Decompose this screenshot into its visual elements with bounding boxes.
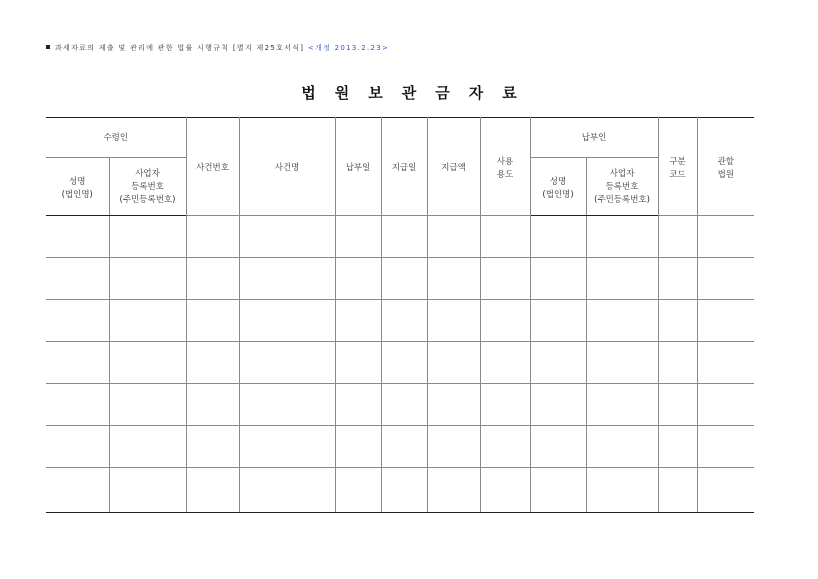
table-cell[interactable] [46, 258, 109, 300]
disbursement-date-header [381, 118, 427, 216]
column-label: (주민등록번호) [594, 195, 650, 205]
table-cell[interactable] [480, 468, 530, 513]
table-cell[interactable] [480, 300, 530, 342]
table-cell[interactable] [335, 426, 381, 468]
table-cell[interactable] [427, 384, 480, 426]
table-body [46, 216, 754, 513]
column-label: 용도 [496, 170, 514, 180]
table-cell[interactable] [186, 300, 239, 342]
table-cell[interactable] [186, 216, 239, 258]
table-cell[interactable] [109, 468, 186, 513]
table-cell[interactable] [480, 342, 530, 384]
column-label: 등록번호 [131, 182, 164, 192]
table-cell[interactable] [381, 426, 427, 468]
square-bullet-icon [46, 45, 50, 49]
table-cell[interactable] [530, 258, 586, 300]
table-cell[interactable] [530, 342, 586, 384]
column-label: 사업자 [609, 169, 635, 179]
table-cell[interactable] [239, 342, 335, 384]
table-row [46, 300, 754, 342]
table-cell[interactable] [109, 300, 186, 342]
column-label: 사건번호 [196, 163, 229, 173]
payer-group-header [530, 118, 658, 158]
table-row [46, 258, 754, 300]
table-cell[interactable] [480, 384, 530, 426]
page-title: 법원보관금자료 [301, 84, 536, 102]
table-cell[interactable] [697, 216, 754, 258]
table-cell[interactable] [186, 258, 239, 300]
column-label: 관할 [717, 157, 734, 167]
table-cell[interactable] [335, 468, 381, 513]
column-label: (주민등록번호) [119, 195, 176, 205]
column-label: 코드 [669, 170, 686, 180]
table-cell[interactable] [586, 300, 658, 342]
table-cell[interactable] [186, 468, 239, 513]
form-reference-text: 과세자료의 제출 및 관리에 관한 법률 시행규칙 [별지 제25호서식] [55, 44, 305, 52]
table-cell[interactable] [530, 426, 586, 468]
table-cell[interactable] [239, 426, 335, 468]
table-cell[interactable] [186, 342, 239, 384]
table-row [46, 426, 754, 468]
table-cell[interactable] [697, 258, 754, 300]
column-label: (법인명) [61, 190, 93, 200]
payer-regno-header [586, 158, 658, 216]
column-label: 납부인 [581, 133, 607, 143]
table-cell[interactable] [586, 216, 658, 258]
table-cell[interactable] [480, 426, 530, 468]
revision-date: <개정 2013.2.23> [307, 44, 390, 52]
table-cell[interactable] [109, 384, 186, 426]
table-cell[interactable] [480, 258, 530, 300]
recipient-regno-header [109, 158, 186, 216]
table-cell[interactable] [658, 258, 697, 300]
table-cell[interactable] [239, 468, 335, 513]
table-cell[interactable] [46, 426, 109, 468]
payer-name-header [530, 158, 586, 216]
table-cell[interactable] [239, 258, 335, 300]
column-label: 성명 [69, 177, 86, 187]
table-row [46, 216, 754, 258]
table-cell[interactable] [109, 342, 186, 384]
table-cell[interactable] [46, 468, 109, 513]
table-cell[interactable] [658, 216, 697, 258]
table-cell[interactable] [658, 300, 697, 342]
purpose-header [480, 118, 530, 216]
table-cell[interactable] [658, 426, 697, 468]
column-label: 성명 [549, 177, 567, 187]
table-cell[interactable] [480, 216, 530, 258]
court-deposit-table [46, 117, 754, 513]
table-cell[interactable] [658, 468, 697, 513]
table-cell[interactable] [335, 300, 381, 342]
table-cell[interactable] [381, 342, 427, 384]
table-cell[interactable] [530, 468, 586, 513]
table-cell[interactable] [530, 216, 586, 258]
recipient-name-header [46, 158, 109, 216]
table-cell[interactable] [381, 384, 427, 426]
case-number-header [186, 118, 239, 216]
table-cell[interactable] [427, 216, 480, 258]
table-cell[interactable] [427, 468, 480, 513]
column-label: 지급액 [441, 163, 466, 173]
table-cell[interactable] [109, 426, 186, 468]
table-cell[interactable] [530, 384, 586, 426]
table-cell[interactable] [239, 300, 335, 342]
table-cell[interactable] [586, 426, 658, 468]
table-cell[interactable] [586, 342, 658, 384]
table-row [46, 342, 754, 384]
header-row-1 [46, 118, 754, 158]
table-cell[interactable] [427, 342, 480, 384]
table-cell[interactable] [335, 216, 381, 258]
table-cell[interactable] [427, 258, 480, 300]
column-label: (법인명) [542, 190, 574, 200]
table-cell[interactable] [586, 258, 658, 300]
table-cell[interactable] [46, 300, 109, 342]
case-name-header [239, 118, 335, 216]
table-cell[interactable] [530, 300, 586, 342]
column-label: 구분 [669, 157, 686, 167]
table-cell[interactable] [427, 426, 480, 468]
table-cell[interactable] [381, 300, 427, 342]
table-row [46, 384, 754, 426]
table-cell[interactable] [381, 258, 427, 300]
table-cell[interactable] [186, 384, 239, 426]
table-cell[interactable] [46, 216, 109, 258]
table-cell[interactable] [697, 426, 754, 468]
column-label: 법원 [717, 170, 734, 180]
court-header [697, 118, 754, 216]
table-cell[interactable] [381, 216, 427, 258]
table-cell[interactable] [381, 468, 427, 513]
column-label: 사업자 [135, 169, 160, 179]
recipient-group-header [46, 118, 186, 158]
column-label: 등록번호 [605, 182, 639, 192]
column-label: 납부일 [345, 163, 371, 173]
column-label: 수령인 [103, 133, 129, 143]
table-cell[interactable] [239, 384, 335, 426]
table-cell[interactable] [335, 342, 381, 384]
table-cell[interactable] [109, 258, 186, 300]
table-cell[interactable] [697, 468, 754, 513]
table-row [46, 468, 754, 513]
table-cell[interactable] [697, 384, 754, 426]
form-reference-header [46, 43, 389, 53]
category-code-header [658, 118, 697, 216]
table-cell[interactable] [46, 342, 109, 384]
table-cell[interactable] [658, 384, 697, 426]
table-cell[interactable] [109, 216, 186, 258]
table-cell[interactable] [586, 384, 658, 426]
table-cell[interactable] [239, 216, 335, 258]
disbursement-amount-header [427, 118, 480, 216]
table-cell[interactable] [697, 300, 754, 342]
column-label: 사건명 [274, 163, 300, 173]
table-cell[interactable] [46, 384, 109, 426]
table-cell[interactable] [335, 258, 381, 300]
column-label: 지급일 [391, 163, 417, 173]
table-cell[interactable] [427, 300, 480, 342]
table-cell[interactable] [335, 384, 381, 426]
table-cell[interactable] [697, 342, 754, 384]
table-cell[interactable] [586, 468, 658, 513]
table-cell[interactable] [658, 342, 697, 384]
column-label: 사용 [496, 157, 514, 167]
payment-date-header [335, 118, 381, 216]
table-cell[interactable] [186, 426, 239, 468]
